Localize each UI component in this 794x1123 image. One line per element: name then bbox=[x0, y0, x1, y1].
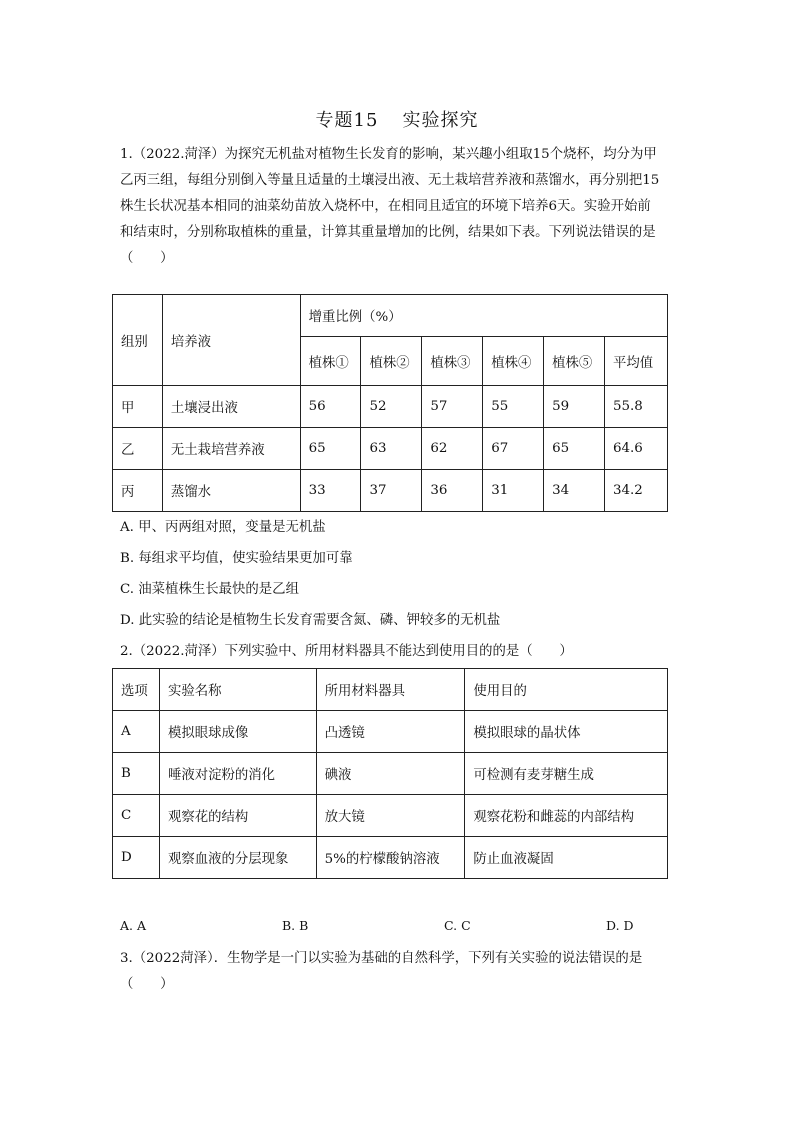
q2-cell: 可检测有麦芽糖生成 bbox=[465, 753, 668, 795]
q2-cell: B bbox=[113, 753, 160, 795]
title-prefix: 专题15 bbox=[315, 110, 379, 131]
q2-header: 所用材料器具 bbox=[316, 669, 465, 711]
q2-cell: 防止血液凝固 bbox=[465, 837, 668, 879]
q1-subheader: 植株② bbox=[361, 337, 422, 386]
q2-choice-d: D. D bbox=[606, 918, 634, 933]
q1-cell: 蒸馏水 bbox=[162, 470, 300, 512]
q1-table bbox=[112, 294, 668, 512]
q1-header-medium: 培养液 bbox=[162, 295, 300, 386]
q2-choice-a: A. A bbox=[120, 918, 147, 933]
q1-line: 和结束时，分别称取植株的重量，计算其重量增加的比例，结果如下表。下列说法错误的是 bbox=[120, 225, 656, 240]
q2-cell: 碘液 bbox=[316, 753, 465, 795]
q1-stem bbox=[120, 142, 678, 272]
q1-option-b: B. 每组求平均值，使实验结果更加可靠 bbox=[120, 551, 353, 566]
q2-choice-b: B. B bbox=[282, 918, 309, 933]
q2-table bbox=[112, 668, 668, 879]
q1-cell: 36 bbox=[422, 470, 483, 512]
q2-cell: 5%的柠檬酸钠溶液 bbox=[316, 837, 465, 879]
q1-subheader: 植株① bbox=[300, 337, 361, 386]
q2-cell: 观察花粉和雌蕊的内部结构 bbox=[465, 795, 668, 837]
q1-option-a: A. 甲、丙两组对照，变量是无机盐 bbox=[120, 520, 326, 535]
q2-cell: 放大镜 bbox=[316, 795, 465, 837]
q1-cell: 55.8 bbox=[605, 386, 668, 428]
q1-cell: 无土栽培营养液 bbox=[162, 428, 300, 470]
q3-line: 3.（2022菏泽）．生物学是一门以实验为基础的自然科学，下列有关实验的说法错误的是 bbox=[120, 951, 643, 966]
q1-cell: 丙 bbox=[113, 470, 163, 512]
q2-cell: 凸透镜 bbox=[316, 711, 465, 753]
q1-option-c: C. 油菜植株生长最快的是乙组 bbox=[120, 582, 299, 597]
q1-subheader: 植株⑤ bbox=[544, 337, 605, 386]
q1-line: （ ） bbox=[120, 251, 174, 266]
table-row bbox=[113, 386, 668, 428]
q1-cell: 甲 bbox=[113, 386, 163, 428]
q2-cell: 模拟眼球成像 bbox=[159, 711, 316, 753]
table-row bbox=[113, 795, 668, 837]
q2-stem: 2.（2022.菏泽）下列实验中、所用材料器具不能达到使用目的的是（ ） bbox=[120, 644, 573, 659]
q2-cell: 模拟眼球的晶状体 bbox=[465, 711, 668, 753]
q1-header-ratio: 增重比例（%） bbox=[300, 295, 667, 337]
q3-stem bbox=[120, 946, 678, 998]
q2-cell: 观察血液的分层现象 bbox=[159, 837, 316, 879]
q1-cell: 67 bbox=[483, 428, 544, 470]
q1-subheader: 植株③ bbox=[422, 337, 483, 386]
q1-cell: 34.2 bbox=[605, 470, 668, 512]
q1-cell: 57 bbox=[422, 386, 483, 428]
q1-cell: 55 bbox=[483, 386, 544, 428]
q1-cell: 52 bbox=[361, 386, 422, 428]
q1-subheader: 植株④ bbox=[483, 337, 544, 386]
q1-cell: 56 bbox=[300, 386, 361, 428]
title-name: 实验探究 bbox=[402, 110, 479, 131]
q1-line: 株生长状况基本相同的油菜幼苗放入烧杯中，在相同且适宜的环境下培养6天。实验开始前 bbox=[120, 199, 651, 214]
q2-header: 使用目的 bbox=[465, 669, 668, 711]
table-row bbox=[113, 470, 668, 512]
q1-cell: 59 bbox=[544, 386, 605, 428]
q1-cell: 63 bbox=[361, 428, 422, 470]
q2-header: 选项 bbox=[113, 669, 160, 711]
q2-cell: D bbox=[113, 837, 160, 879]
q1-line: 乙丙三组，每组分别倒入等量且适量的土壤浸出液、无土栽培营养液和蒸馏水，再分别把15 bbox=[120, 173, 660, 188]
q1-cell: 土壤浸出液 bbox=[162, 386, 300, 428]
q1-header-group: 组别 bbox=[113, 295, 163, 386]
q1-line: 1.（2022.菏泽）为探究无机盐对植物生长发育的影响，某兴趣小组取15个烧杯，均分为甲 bbox=[120, 147, 657, 162]
q1-cell: 62 bbox=[422, 428, 483, 470]
q3-line: （ ） bbox=[120, 977, 174, 992]
q2-cell: C bbox=[113, 795, 160, 837]
q2-cell: 观察花的结构 bbox=[159, 795, 316, 837]
q1-cell: 65 bbox=[544, 428, 605, 470]
q2-cell: 唾液对淀粉的消化 bbox=[159, 753, 316, 795]
table-header-row bbox=[113, 669, 668, 711]
q1-cell: 乙 bbox=[113, 428, 163, 470]
table-row bbox=[113, 428, 668, 470]
q1-cell: 34 bbox=[544, 470, 605, 512]
q1-cell: 64.6 bbox=[605, 428, 668, 470]
q1-cell: 65 bbox=[300, 428, 361, 470]
q1-cell: 31 bbox=[483, 470, 544, 512]
q2-cell: A bbox=[113, 711, 160, 753]
table-row bbox=[113, 837, 668, 879]
q2-header: 实验名称 bbox=[159, 669, 316, 711]
table-row bbox=[113, 753, 668, 795]
q1-cell: 37 bbox=[361, 470, 422, 512]
q1-option-d: D. 此实验的结论是植物生长发育需要含氮、磷、钾较多的无机盐 bbox=[120, 613, 501, 628]
q1-subheader: 平均值 bbox=[605, 337, 668, 386]
q1-cell: 33 bbox=[300, 470, 361, 512]
page-title bbox=[0, 106, 794, 132]
q2-choice-c: C. C bbox=[444, 918, 471, 933]
table-row bbox=[113, 711, 668, 753]
